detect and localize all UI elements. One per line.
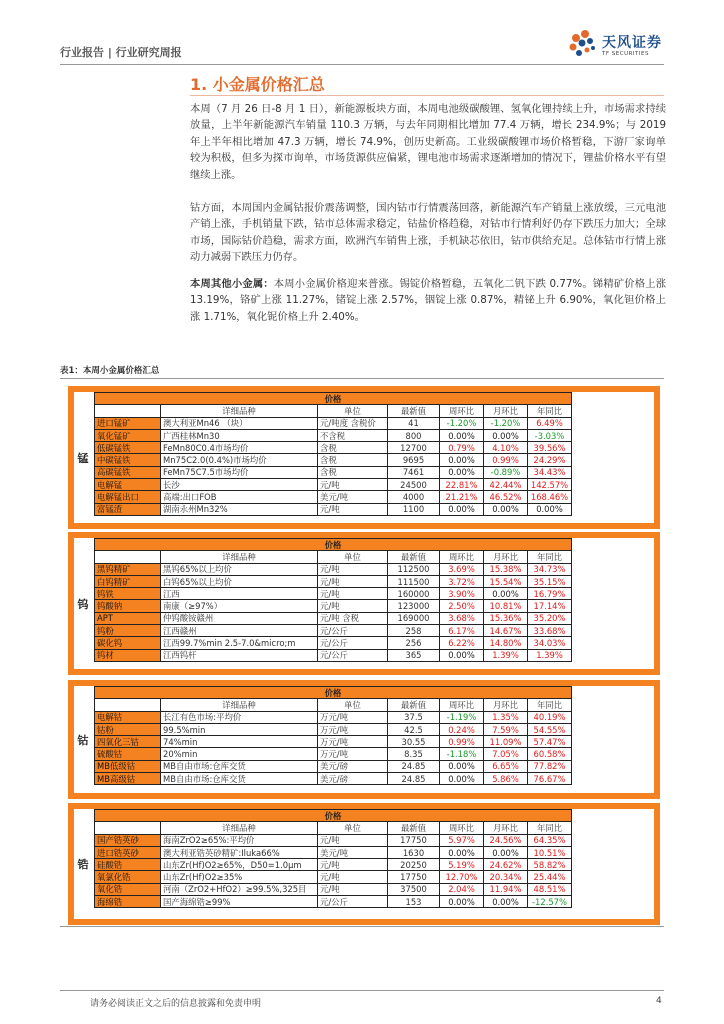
page-number: 4 [656, 996, 662, 1006]
year-change: 6.49% [528, 417, 572, 429]
unit: 美元/吨 [318, 846, 388, 858]
month-change: 0.00% [484, 588, 528, 600]
year-change: 0.00% [528, 503, 572, 515]
table-row [95, 723, 572, 735]
logo-text-en: TF SECURITIES [602, 51, 649, 57]
unit: 美元/吨 [318, 491, 388, 503]
latest-value: 41 [388, 417, 440, 429]
year-change: 35.15% [528, 575, 572, 587]
price-header: 价格 [95, 687, 572, 699]
table-row [95, 637, 572, 649]
latest-value: 365 [388, 649, 440, 661]
metal-block-inner [74, 538, 654, 669]
month-change: 7.05% [484, 748, 528, 760]
week-change: 6.17% [440, 625, 484, 637]
week-change: 0.99% [440, 736, 484, 748]
price-table [94, 686, 572, 785]
product-name: 钨铁 [95, 588, 161, 600]
column-header: 详细品种 [161, 405, 318, 417]
year-change: 58.82% [528, 859, 572, 871]
price-header: 价格 [95, 539, 572, 551]
unit: 元/公斤 [318, 649, 388, 661]
month-change: 24.62% [484, 859, 528, 871]
column-header: 年同比 [528, 699, 572, 711]
product-name: 电解锰 [95, 479, 161, 491]
latest-value: 4000 [388, 491, 440, 503]
product-spec: 江西99.7%min 2.5-7.0&micro;m [161, 637, 318, 649]
year-change: 48.51% [528, 883, 572, 895]
table-row [95, 575, 572, 587]
product-spec: MB自由市场:仓库交货 [161, 773, 318, 785]
unit: 万元/吨 [318, 748, 388, 760]
column-header: 周环比 [440, 699, 484, 711]
product-name: MB高级钴 [95, 773, 161, 785]
year-change: 25.44% [528, 871, 572, 883]
latest-value: 24.85 [388, 773, 440, 785]
column-header: 周环比 [440, 822, 484, 834]
week-change: 21.21% [440, 491, 484, 503]
week-change: 0.24% [440, 723, 484, 735]
unit: 元/吨 [318, 575, 388, 587]
unit: 不含税 [318, 429, 388, 441]
metal-label: 钨 [77, 597, 89, 611]
latest-value: 24500 [388, 479, 440, 491]
latest-value: 258 [388, 625, 440, 637]
product-name: APT [95, 612, 161, 624]
latest-value: 112500 [388, 563, 440, 575]
latest-value: 20250 [388, 859, 440, 871]
table-row [95, 748, 572, 760]
month-change: -0.89% [484, 466, 528, 478]
year-change: 16.79% [528, 588, 572, 600]
week-change: 3.68% [440, 612, 484, 624]
header-divider [60, 64, 664, 65]
product-name: 钴粉 [95, 723, 161, 735]
metal-block-manganese [68, 386, 660, 529]
product-spec: 江西钨杆 [161, 649, 318, 661]
week-change: 12.70% [440, 871, 484, 883]
unit: 含税 [318, 466, 388, 478]
product-name: 电解锰出口 [95, 491, 161, 503]
month-change: 14.80% [484, 637, 528, 649]
table-row [95, 773, 572, 785]
price-table [94, 392, 572, 516]
year-change: 10.51% [528, 846, 572, 858]
product-name: 白钨精矿 [95, 575, 161, 587]
latest-value: 256 [388, 637, 440, 649]
product-name: 中碳锰铁 [95, 454, 161, 466]
table-row [95, 479, 572, 491]
week-change: 3.90% [440, 588, 484, 600]
section-title: 1. 小金属价格汇总 [190, 75, 325, 94]
product-name: 四氧化三钴 [95, 736, 161, 748]
column-header: 单位 [318, 405, 388, 417]
unit: 万元/吨 [318, 723, 388, 735]
week-change: 0.00% [440, 466, 484, 478]
month-change: 0.00% [484, 896, 528, 908]
latest-value: 8.35 [388, 748, 440, 760]
unit: 元/公斤 [318, 637, 388, 649]
unit: 元/吨 [318, 563, 388, 575]
product-spec: 山东Zr(Hf)O2≥65%，D50=1.0μm [161, 859, 318, 871]
column-header-row [95, 699, 572, 711]
week-change: 5.19% [440, 859, 484, 871]
latest-value: 9695 [388, 454, 440, 466]
month-change: 15.36% [484, 612, 528, 624]
paragraph-lead: 本周其他小金属： [190, 278, 274, 290]
price-header-row [95, 810, 572, 822]
year-change: 76.67% [528, 773, 572, 785]
table-row [95, 466, 572, 478]
month-change: 0.00% [484, 846, 528, 858]
latest-value: 153 [388, 896, 440, 908]
column-header-blank [95, 405, 161, 417]
price-header: 价格 [95, 393, 572, 405]
table-row [95, 846, 572, 858]
logo-text-cn: 天风证券 [602, 35, 662, 51]
table-row [95, 834, 572, 846]
year-change: 54.55% [528, 723, 572, 735]
table-row [95, 442, 572, 454]
product-spec: FeMn75C7.5市场均价 [161, 466, 318, 478]
unit: 元/吨 [318, 479, 388, 491]
table-row [95, 871, 572, 883]
metal-block-zirconium [68, 803, 660, 925]
column-header: 月环比 [484, 405, 528, 417]
month-change: 11.94% [484, 883, 528, 895]
price-table [94, 809, 572, 908]
unit: 元/吨 [318, 600, 388, 612]
month-change: 10.81% [484, 600, 528, 612]
week-change: 2.04% [440, 883, 484, 895]
column-header-blank [95, 551, 161, 563]
year-change: 33.68% [528, 625, 572, 637]
product-name: 黑钨精矿 [95, 563, 161, 575]
week-change: 0.00% [440, 896, 484, 908]
latest-value: 1630 [388, 846, 440, 858]
footer-disclaimer: 请务必阅读正文之后的信息披露和免责申明 [90, 999, 262, 1009]
month-change: 0.99% [484, 454, 528, 466]
product-spec: 南康（≥97%） [161, 600, 318, 612]
week-change: 0.00% [440, 760, 484, 772]
column-header: 月环比 [484, 551, 528, 563]
month-change: 15.54% [484, 575, 528, 587]
month-change: 4.10% [484, 442, 528, 454]
product-name: 硫酸钴 [95, 748, 161, 760]
week-change: 0.00% [440, 429, 484, 441]
product-spec: FeMn80C0.4市场均价 [161, 442, 318, 454]
latest-value: 160000 [388, 588, 440, 600]
column-header-blank [95, 699, 161, 711]
month-change: 42.44% [484, 479, 528, 491]
product-spec: MB自由市场:仓库交货 [161, 760, 318, 772]
price-table [94, 538, 572, 662]
product-spec: 湖南永州Mn32% [161, 503, 318, 515]
column-header: 月环比 [484, 822, 528, 834]
column-header: 单位 [318, 551, 388, 563]
price-header-row [95, 393, 572, 405]
product-spec: 国产海绵锆≥99% [161, 896, 318, 908]
product-spec: 白钨65%以上均价 [161, 575, 318, 587]
latest-value: 37500 [388, 883, 440, 895]
week-change: 6.22% [440, 637, 484, 649]
unit: 元/吨 [318, 588, 388, 600]
logo-mark-icon [566, 28, 598, 62]
table-row [95, 625, 572, 637]
column-header-row [95, 551, 572, 563]
month-change: 0.00% [484, 429, 528, 441]
latest-value: 37.5 [388, 711, 440, 723]
table-row [95, 417, 572, 429]
column-header: 单位 [318, 822, 388, 834]
product-spec: 99.5%min [161, 723, 318, 735]
table-row [95, 736, 572, 748]
column-header: 详细品种 [161, 699, 318, 711]
column-header: 最新值 [388, 405, 440, 417]
table-row [95, 429, 572, 441]
unit: 含税 [318, 454, 388, 466]
table-row [95, 454, 572, 466]
week-change: 3.69% [440, 563, 484, 575]
year-change: 35.20% [528, 612, 572, 624]
metal-label: 锆 [77, 858, 89, 871]
product-spec: 长沙 [161, 479, 318, 491]
product-name: 电解钴 [95, 711, 161, 723]
product-spec: 澳大利亚Mn46 （块） [161, 417, 318, 429]
product-spec: 黑钨65%以上均价 [161, 563, 318, 575]
metal-block-inner [74, 392, 654, 523]
month-change: 6.65% [484, 760, 528, 772]
table-row [95, 503, 572, 515]
product-spec: 澳大利亚锆英砂精矿:Iluka66% [161, 846, 318, 858]
latest-value: 42.5 [388, 723, 440, 735]
paragraph-other-metals [190, 276, 666, 325]
week-change: 22.81% [440, 479, 484, 491]
footer-divider [60, 990, 664, 991]
month-change: 20.34% [484, 871, 528, 883]
week-change: 2.50% [440, 600, 484, 612]
week-change: 5.97% [440, 834, 484, 846]
latest-value: 1100 [388, 503, 440, 515]
unit: 元/吨 [318, 883, 388, 895]
year-change: 64.35% [528, 834, 572, 846]
product-name: 硅酸锆 [95, 859, 161, 871]
product-name: 钨材 [95, 649, 161, 661]
month-change: 15.38% [484, 563, 528, 575]
price-header: 价格 [95, 810, 572, 822]
month-change: 46.52% [484, 491, 528, 503]
year-change: -3.03% [528, 429, 572, 441]
latest-value: 800 [388, 429, 440, 441]
year-change: 77.82% [528, 760, 572, 772]
latest-value: 30.55 [388, 736, 440, 748]
table-row [95, 588, 572, 600]
latest-value: 17750 [388, 834, 440, 846]
product-spec: 20%min [161, 748, 318, 760]
table-row [95, 883, 572, 895]
column-header: 周环比 [440, 551, 484, 563]
unit: 元/吨 [318, 834, 388, 846]
week-change: -1.19% [440, 711, 484, 723]
table-row [95, 896, 572, 908]
table-row [95, 491, 572, 503]
column-header: 详细品种 [161, 551, 318, 563]
unit: 含税 [318, 442, 388, 454]
product-name: 富锰渣 [95, 503, 161, 515]
latest-value: 111500 [388, 575, 440, 587]
week-change: 0.00% [440, 503, 484, 515]
week-change: 3.72% [440, 575, 484, 587]
latest-value: 123000 [388, 600, 440, 612]
week-change: 0.00% [440, 846, 484, 858]
product-spec: Mn75C2.0(0.4%)市场均价 [161, 454, 318, 466]
product-spec: 广西桂林Mn30 [161, 429, 318, 441]
product-spec: 江西赣州 [161, 625, 318, 637]
table-row [95, 711, 572, 723]
product-name: 氧化锆 [95, 883, 161, 895]
year-change: 34.73% [528, 563, 572, 575]
year-change: 40.19% [528, 711, 572, 723]
week-change: 0.00% [440, 773, 484, 785]
year-change: 168.46% [528, 491, 572, 503]
product-name: 氧氯化锆 [95, 871, 161, 883]
metal-block-inner [74, 809, 654, 919]
product-name: 海绵锆 [95, 896, 161, 908]
unit: 万元/吨 [318, 711, 388, 723]
product-spec: 74%min [161, 736, 318, 748]
month-change: 1.35% [484, 711, 528, 723]
price-header-row [95, 687, 572, 699]
column-header-row [95, 822, 572, 834]
product-spec: 海南ZrO2≥65%:平均价 [161, 834, 318, 846]
column-header: 单位 [318, 699, 388, 711]
product-spec: 江西 [161, 588, 318, 600]
week-change: -1.20% [440, 417, 484, 429]
product-spec: 仲钨酸铵赣州 [161, 612, 318, 624]
month-change: 24.56% [484, 834, 528, 846]
unit: 元/公斤 [318, 625, 388, 637]
column-header-row [95, 405, 572, 417]
unit: 万元/吨 [318, 736, 388, 748]
year-change: 39.56% [528, 442, 572, 454]
unit: 元/吨度 含税价 [318, 417, 388, 429]
table-row [95, 563, 572, 575]
latest-value: 24.85 [388, 760, 440, 772]
month-change: 14.67% [484, 625, 528, 637]
year-change: 17.14% [528, 600, 572, 612]
latest-value: 12700 [388, 442, 440, 454]
paragraph-cobalt: 钴方面，本周国内金属钴报价震荡调整，国内钴市行情震荡回落，新能源汽车产销量上涨放缓，三元电池产销上涨，手机销量下跌，钴市总体需求稳定，钴盐价格趋稳，对钴市行情利好仍存下跌压力加大；全球市场，国际钴价趋稳，需求方面，欧洲汽车销售上涨，手机缺芯依旧，钴市供给充足。总体钴市行情上涨动力减弱下跌压力仍存。 [190, 202, 666, 264]
column-header: 年同比 [528, 551, 572, 563]
column-header: 年同比 [528, 822, 572, 834]
column-header: 周环比 [440, 405, 484, 417]
table-row [95, 649, 572, 661]
unit: 元/吨 含税 [318, 612, 388, 624]
column-header: 详细品种 [161, 822, 318, 834]
product-name: 国产锆英砂 [95, 834, 161, 846]
product-spec: 高端:出口FOB [161, 491, 318, 503]
table-caption: 表1：本周小金属价格汇总 [60, 366, 160, 376]
unit: 美元/磅 [318, 773, 388, 785]
month-change: 5.86% [484, 773, 528, 785]
month-change: 11.09% [484, 736, 528, 748]
latest-value: 7461 [388, 466, 440, 478]
column-header: 最新值 [388, 699, 440, 711]
product-name: 碳化钨 [95, 637, 161, 649]
product-name: 低碳锰铁 [95, 442, 161, 454]
product-name: 进口锆英砂 [95, 846, 161, 858]
price-header-row [95, 539, 572, 551]
month-change: 7.59% [484, 723, 528, 735]
metal-label: 钴 [77, 733, 89, 747]
column-header: 最新值 [388, 551, 440, 563]
latest-value: 17750 [388, 871, 440, 883]
year-change: 34.43% [528, 466, 572, 478]
column-header: 月环比 [484, 699, 528, 711]
product-name: 高碳锰铁 [95, 466, 161, 478]
month-change: 1.39% [484, 649, 528, 661]
section-title-underline [190, 95, 664, 96]
week-change: -1.18% [440, 748, 484, 760]
paragraph-lithium: 本周（7 月 26 日-8 月 1 日），新能源板块方面，本周电池级碳酸锂、氢氧化锂持续上升，市场需求持续放量，上半年新能源汽车销量 110.3 万辆，与去年同期相比增加 77.4 万辆，增长 234.9%；与 2019 年上半年相比增加 47.3 万辆，增长 74.9%，创历史新高。工业级碳酸锂市场价格暂稳，下游厂家询单较为积极，但多为探市询单，市场货源供应偏紧，锂电池市场需求逐渐增加的情况下，锂盐价格水平有望继续上涨。 [190, 103, 666, 181]
week-change: 0.00% [440, 454, 484, 466]
week-change: 0.00% [440, 649, 484, 661]
table-rule-top [60, 378, 664, 379]
metal-label: 锰 [77, 451, 89, 465]
metal-block-inner [74, 686, 654, 793]
product-spec: 河南（ZrO2+HfO2）≥99.5%,325目 [161, 883, 318, 895]
year-change: -12.57% [528, 896, 572, 908]
report-type: 行业报告 | 行业研究周报 [60, 46, 182, 59]
unit: 元/吨 [318, 859, 388, 871]
product-name: 钨酸钠 [95, 600, 161, 612]
product-name: 氧化锰矿 [95, 429, 161, 441]
paragraph-body: 本周小金属价格迎来普涨。锡锭价格暂稳，五氧化二钒下跌 0.77%。锑精矿价格上涨 13.19%，铬矿上涨 11.27%，锗锭上涨 2.57%，铟锭上涨 0.87%，精铋上升 6.90%，氧化钽价格上涨 1.71%，氧化铌价格上升 2.40%。 [190, 278, 667, 323]
year-change: 60.58% [528, 748, 572, 760]
table-row [95, 760, 572, 772]
product-name: 钨粉 [95, 625, 161, 637]
metal-block-tungsten [68, 532, 660, 675]
table-row [95, 600, 572, 612]
column-header-blank [95, 822, 161, 834]
latest-value: 169000 [388, 612, 440, 624]
product-spec: 长江有色市场:平均价 [161, 711, 318, 723]
product-name: MB低级钴 [95, 760, 161, 772]
table-rule-bottom [60, 926, 664, 927]
company-logo [566, 28, 676, 64]
table-row [95, 859, 572, 871]
month-change: 0.00% [484, 503, 528, 515]
column-header: 最新值 [388, 822, 440, 834]
unit: 美元/磅 [318, 760, 388, 772]
month-change: -1.20% [484, 417, 528, 429]
product-spec: 山东Zr(Hf)O2≥35% [161, 871, 318, 883]
year-change: 142.57% [528, 479, 572, 491]
metal-block-cobalt [68, 680, 660, 799]
year-change: 34.03% [528, 637, 572, 649]
unit: 元/吨 [318, 503, 388, 515]
column-header: 年同比 [528, 405, 572, 417]
unit: 元/公斤 [318, 896, 388, 908]
table-row [95, 612, 572, 624]
unit: 元/吨 [318, 871, 388, 883]
week-change: 0.79% [440, 442, 484, 454]
year-change: 57.47% [528, 736, 572, 748]
year-change: 1.39% [528, 649, 572, 661]
product-name: 进口锰矿 [95, 417, 161, 429]
year-change: 24.29% [528, 454, 572, 466]
